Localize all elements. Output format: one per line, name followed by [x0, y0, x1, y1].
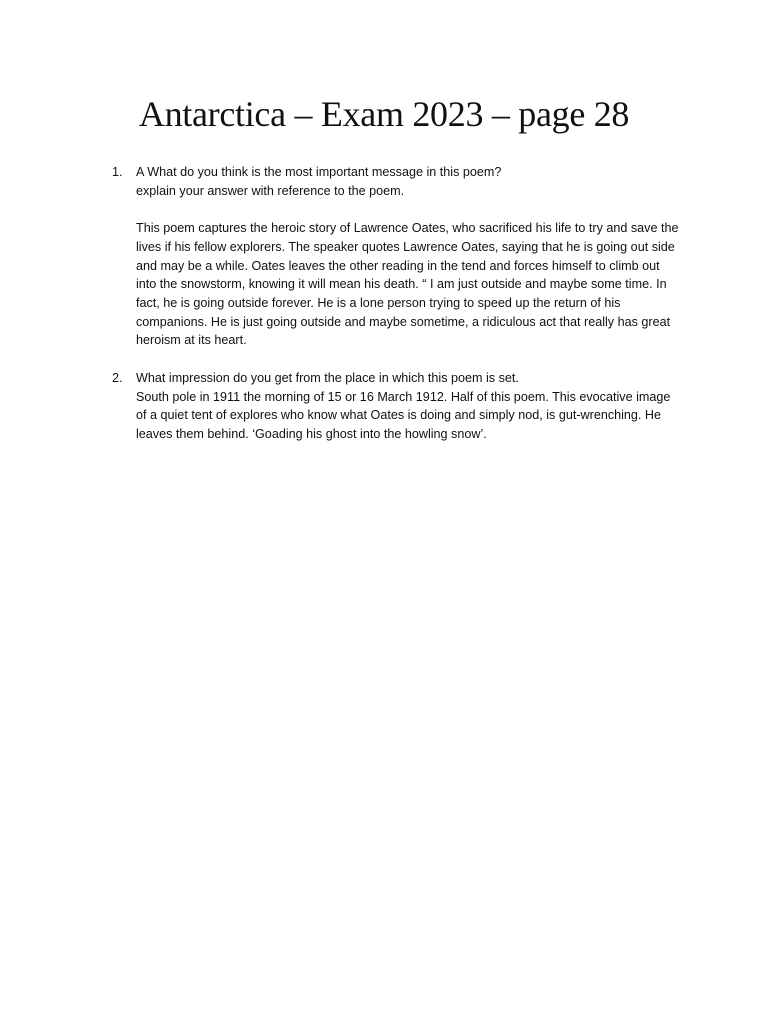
question-item-2: [112, 369, 682, 444]
question-list: [112, 163, 682, 444]
question-number-2: 2.: [112, 371, 123, 386]
answer-1-text: This poem captures the heroic story of Lawrence Oates, who sacrificed his life to try and save the lives if his fellow explorers. The speaker quotes Lawrence Oates, saying that he is going out side and may be a while. Oates leaves the other reading in the tend and forces himself to climb out into the snowstorm, knowing it will mean his death. “ I am just outside and maybe some time. In fact, he is going outside forever. He is a lone person trying to speed up the return of his companions. He is just going outside and maybe sometime, a ridiculous act that really has great heroism at its heart.: [136, 221, 679, 348]
question-number-1: 1.: [112, 165, 123, 179]
question-item-1: [112, 163, 682, 350]
question-1-text-line-1: A What do you think is the most important message in this poem?: [136, 165, 502, 179]
answer-2-text: South pole in 1911 the morning of 15 or 16 March 1912. Half of this poem. This evocative image of a quiet tent of explores who know what Oates is doing and simply nod, is gut-wrenching. He leaves them behind. ‘Goading his ghost into the howling snow’.: [136, 389, 671, 442]
question-2-text: What impression do you get from the place in which this poem is set.: [136, 371, 519, 386]
page-title: Antarctica – Exam 2023 – page 28: [138, 94, 630, 134]
question-1-text-line-2: explain your answer with reference to the poem.: [136, 183, 405, 198]
